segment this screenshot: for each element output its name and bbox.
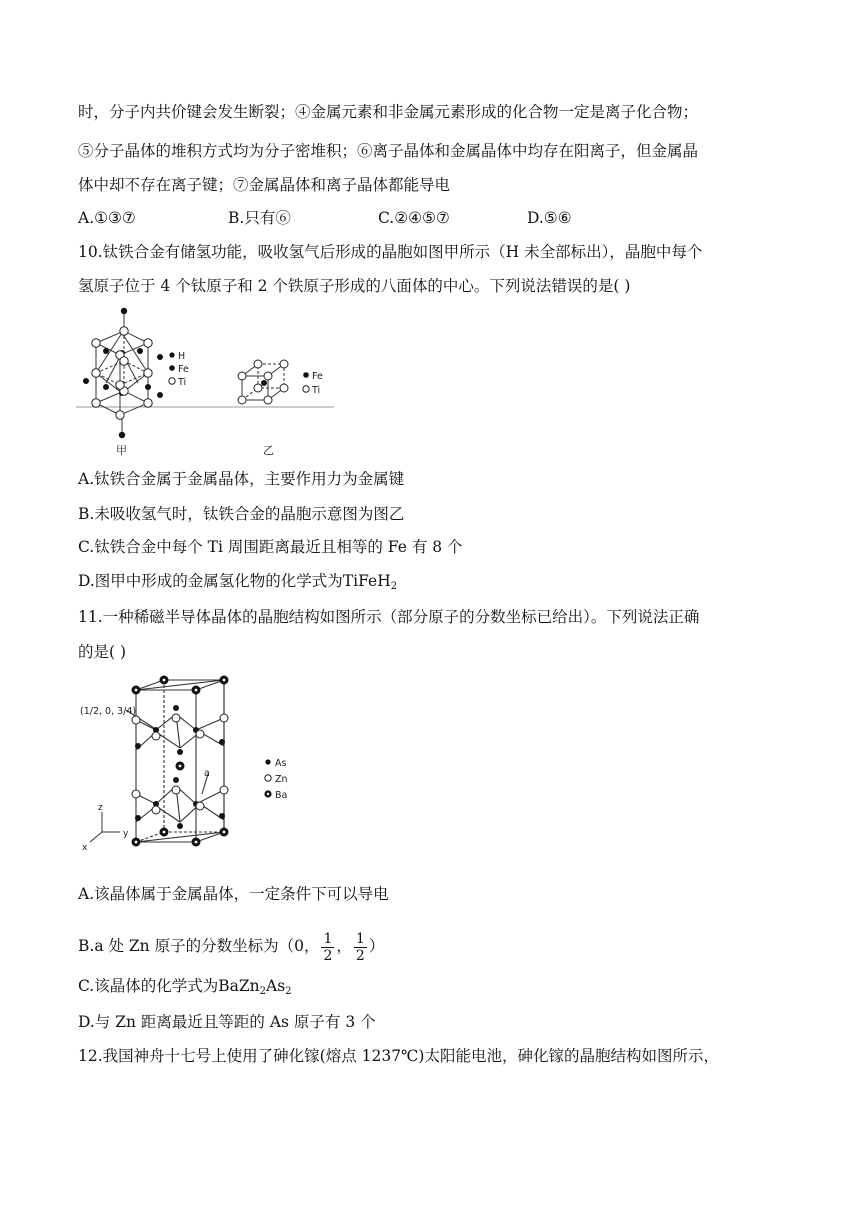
q11-option-b-fraction-2: $\frac{1}{2}$ bbox=[355, 930, 365, 964]
q9-line-3: 体中却不存在离子键；⑦金属晶体和离子晶体都能导电 bbox=[78, 176, 451, 194]
q10-option-b: B.未吸收氢气时，钛铁合金的晶胞示意图为图乙 bbox=[78, 505, 405, 523]
q11-option-c bbox=[78, 976, 292, 1002]
q9-line-1: 时，分子内共价键会发生断裂；④金属元素和非金属元素形成的化合物一定是离子化合物； bbox=[78, 103, 699, 121]
q11-stem-line-1: 11.一种稀磁半导体晶体的晶胞结构如图所示（部分原子的分数坐标已给出）。下列说法正确 bbox=[78, 608, 700, 626]
q9-option-b: B.只有⑥ bbox=[228, 209, 291, 227]
q11-option-a: A.该晶体属于金属晶体，一定条件下可以导电 bbox=[78, 885, 389, 903]
q11-option-c-text: C.该晶体的化学式为 bbox=[78, 977, 219, 995]
q11-option-c-sub-1: 2 bbox=[259, 986, 267, 997]
q10-option-d-formula: TiFeH bbox=[342, 572, 391, 590]
q11-option-b-close: ） bbox=[368, 937, 385, 955]
q11-option-c-formula-2: As bbox=[266, 977, 286, 995]
q11-point-a: a bbox=[204, 768, 210, 779]
q10-stem-line-1: 10.钛铁合金有储氢功能，吸收氢气后形成的晶胞如图甲所示（H 未全部标出），晶胞中每个 bbox=[78, 243, 703, 261]
q11-axis-y: y bbox=[123, 829, 129, 839]
q11-option-b-text: B.a 处 Zn 原子的分数坐标为（0， bbox=[78, 937, 320, 955]
q10-legend-h: H bbox=[178, 351, 186, 362]
q11-legend-as: As bbox=[275, 758, 287, 769]
q10-legend-yi-ti: Ti bbox=[312, 385, 321, 396]
q11-option-b-sep: ， bbox=[336, 937, 352, 955]
q11-axis-z: z bbox=[98, 803, 103, 813]
q10-legend-fe: Fe bbox=[178, 364, 189, 375]
q11-option-b-fraction-1: $\frac{1}{2}$ bbox=[323, 930, 333, 964]
q9-option-d: D.⑤⑥ bbox=[527, 209, 572, 227]
q10-caption-jia: 甲 bbox=[116, 444, 127, 457]
q11-option-c-sub-2: 2 bbox=[285, 986, 292, 997]
q10-stem-line-2: 氢原子位于 4 个钛原子和 2 个铁原子形成的八面体的中心。下列说法错误的是( ) bbox=[78, 277, 631, 295]
q11-crystal-figure bbox=[76, 672, 296, 862]
q12-stem-line-1: 12.我国神舟十七号上使用了砷化镓(熔点 1237℃)太阳能电池，砷化镓的晶胞结构如图所示， bbox=[78, 1047, 719, 1065]
q9-line-2: ⑤分子晶体的堆积方式均为分子密堆积；⑥离子晶体和金属晶体中均存在阳离子，但金属晶 bbox=[78, 142, 699, 160]
q10-legend-yi-fe: Fe bbox=[312, 371, 323, 382]
q11-legend-zn: Zn bbox=[275, 774, 288, 785]
q11-legend-ba: Ba bbox=[275, 790, 288, 801]
q10-legend-ti: Ti bbox=[178, 377, 187, 388]
q11-coordinate-label: (1/2, 0, 3/4) bbox=[80, 706, 137, 717]
q10-crystal-figure bbox=[76, 303, 338, 458]
q9-option-a: A.①③⑦ bbox=[78, 209, 136, 227]
q10-caption-yi: 乙 bbox=[263, 444, 274, 457]
q10-option-d-text: D.图甲中形成的金属氢化物的化学式为 bbox=[78, 572, 343, 590]
q11-option-d: D.与 Zn 距离最近且等距的 As 原子有 3 个 bbox=[78, 1013, 376, 1031]
q11-option-c-formula-1: BaZn bbox=[218, 977, 260, 995]
q10-option-c: C.钛铁合金中每个 Ti 周围距离最近且相等的 Fe 有 8 个 bbox=[78, 538, 463, 556]
q10-option-a: A.钛铁合金属于金属晶体，主要作用力为金属键 bbox=[78, 470, 405, 488]
q11-axis-x: x bbox=[82, 843, 88, 853]
q9-option-c: C.②④⑤⑦ bbox=[378, 209, 450, 227]
q10-option-d-formula-sub: 2 bbox=[390, 581, 398, 592]
q11-option-b bbox=[78, 924, 384, 968]
q10-option-d bbox=[78, 571, 397, 597]
q11-stem-line-2: 的是( ) bbox=[78, 643, 127, 661]
